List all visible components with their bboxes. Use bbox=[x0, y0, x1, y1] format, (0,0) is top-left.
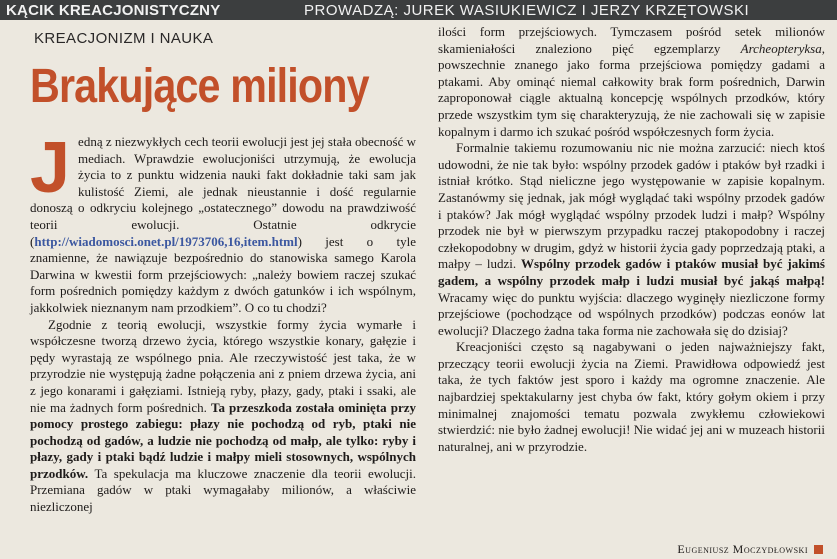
article-kicker: KREACJONIZM I NAUKA bbox=[34, 30, 214, 47]
drop-cap: J bbox=[30, 128, 71, 208]
article-body-left bbox=[30, 128, 416, 516]
section-title: KĄCIK KREACJONISTYCZNY bbox=[6, 1, 221, 19]
paragraph-2: Zgodnie z teorią ewolucji, wszystkie formy życia wymarłe i współczesne tworzą drzewo życia, którego wszystkie konary, gałęzie i pędy wyrastają ze wspólnego pnia. Ale rzeczywistość jest taka, że w przyrodzie nie występują żadne połączenia ani z pniem drzewa życia, ani z jego konarami i gałęziami. Istnieją ryby, płazy, gady, ptaki i ssaki, ale nie ma żadnych form pośrednich. Ta przeszkoda została ominięta przy pomocy prostego zabiegu: płazy nie pochodzą od ryb, ptaki nie pochodzą od gadów, a ludzie nie pochodzą od małp, ale tylko: ryby i płazy, gady i ptaki bądź ludzie i małpy mieli stosownych, wspólnych przodków. Ta spekulacja ma kluczowe znaczenie dla teorii ewolucji. Przemiana gadów w ptaki wymagałaby milionów, a właściwie niezliczonej bbox=[30, 316, 416, 515]
emphasis-text: Ta przeszkoda została ominięta przy pomocy prostego zabiegu: płazy nie pochodzą od ryb, ptaki nie pochodzą od gadów, a ludzie nie pochodzą od małp, ale tylko: ryby i płazy, gady i ptaki bądź ludzie i małpy mieli stosownych, wspólnych przodków. bbox=[30, 399, 416, 481]
article-title: Brakujące miliony bbox=[30, 60, 369, 113]
paragraph-3: ilości form przejściowych. Tymczasem pośród setek milionów skamieniałości znaleziono pięć egzemplarzy Archeopteryksa, powszechnie znanego jako forma przejściowa pomiędzy gadami a ptakami. Aby ominąć niemal całkowity brak form pośrednich, Darwin zaproponował ciągle aktualną koncepcję wspólnych przodków, który przede wszystkim tym się charakteryzują, że nie zachowali się w zapisie kopalnym i darmo ich szukać pośród współczesnych form życia. bbox=[438, 24, 825, 139]
author-name: Eugeniusz Moczydłowski bbox=[677, 542, 808, 556]
paragraph-4: Formalnie takiemu rozumowaniu nic nie można zarzucić: niech ktoś udowodni, że nie tak było: wspólny przodek gadów i ptaków był rzadki i istniał krótko. Stąd nieliczne jego występowanie w zapisie kopalnym. Zastanówmy się jednak, jak mógł wyglądać taki wspólny przodek gadów i ptaków? Jak mógł wyglądać wspólny przodek ludzi i małp? Wspólny przodek nie był w pierwszym przypadku raczej ptakopodobny i raczej człekopodobny w drugim, gdyż w historii życia gady poprzedzają ptaki, a małpy – ludzi. Wspólny przodek gadów i ptaków musiał być jakimś gadem, a wspólny przodek małp i ludzi musiał być jakąś małpą! Wracamy więc do punktu wyjścia: dlaczego wyginęły niezliczone formy przejściowe (pochodzące od wspólnych przodków) podczas eonów lat ewolucji? Dlaczego żadna taka forma nie zachowała się do dzisiaj? bbox=[438, 140, 825, 338]
paragraph-5: Kreacjoniści często są nagabywani o jeden najważniejszy fakt, przeczący teorii ewolucji życia na Ziemi. Prawidłowa odpowiedź jest taka, że tych faktów jest sporo i każdy ma ogromne znaczenie. Ale najbardziej spektakularny jest chyba ów fakt, który gołym okiem i przy minimalnej znajomości tematu pozwala zwykłemu człowiekowi stwierdzić: nie było żadnej ewolucji! Nie widać jej ani w muzeach historii naturalnej, ani w przyrodzie. bbox=[438, 339, 825, 454]
species-name: Archeopteryksa bbox=[740, 40, 822, 56]
end-square-icon bbox=[814, 545, 823, 554]
hosts-line: PROWADZĄ: JUREK WASIUKIEWICZ I JERZY KRZĘTOWSKI bbox=[304, 1, 750, 19]
paragraph-1: Jedną z niezwykłych cech teorii ewolucji jest jej stała obecność w mediach. Wprawdzie ewolucjoniści utrzymują, że ewolucja życia to z punktu widzenia nauki fakt dokładnie taki sam jak kulistość Ziemi, ale jednak nieustannie i dość regularnie donoszą o odkryciu kolejnego „ostatecznego” dowodu na prawdziwość teorii ewolucji. Ostatnie odkrycie (http://wiadomosci.onet.pl/1973706,16,item.html) jest o tyle znamienne, że nawiązuje bezpośrednio do stanowiska samego Karola Darwina w kwestii form przejściowych: „należy bowiem raczej szukać form pośrednich pomiędzy każdym z dwóch gatunków i ich wspólnym, jakkolwiek nieznanym nam przodkiem”. O co tu chodzi? bbox=[30, 128, 416, 315]
left-column bbox=[0, 20, 430, 559]
emphasis-text: Wspólny przodek gadów i ptaków musiał być jakimś gadem, a wspólny przodek małp i ludzi musiał być jakąś małpą! bbox=[438, 256, 825, 288]
author-byline bbox=[677, 542, 823, 557]
right-column bbox=[430, 20, 837, 559]
section-header-bar bbox=[0, 0, 837, 20]
article-body-right bbox=[438, 24, 825, 455]
source-link[interactable]: http://wiadomosci.onet.pl/1973706,16,item.html bbox=[34, 233, 298, 249]
